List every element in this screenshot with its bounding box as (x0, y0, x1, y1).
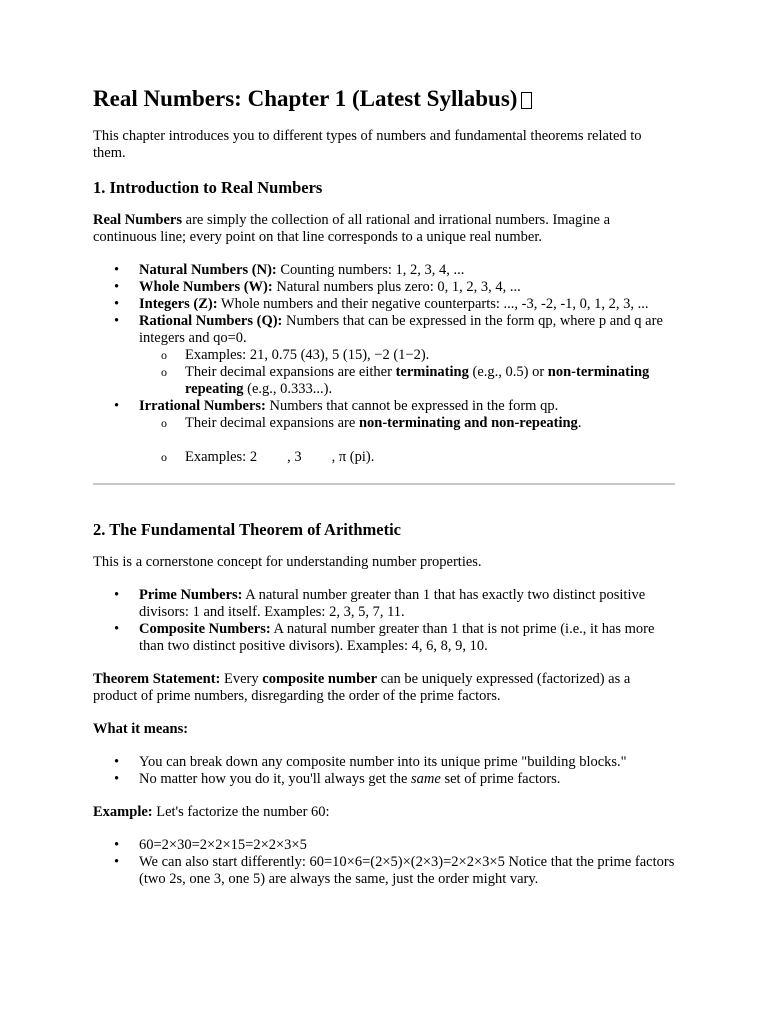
irr-ex-text-3: , π (pi). (331, 449, 375, 465)
section-2-heading: 2. The Fundamental Theorem of Arithmetic (93, 520, 401, 539)
irr-ex-text-1: Examples: 2 (185, 449, 258, 465)
list-item-integers (93, 296, 677, 313)
list-item-natural (93, 262, 677, 279)
meaning-2-text-b: set of prime factors. (440, 771, 561, 787)
list-item-irrational (93, 398, 677, 466)
rational-dec-text-2: (e.g., 0.5) or (468, 364, 548, 380)
rational-dec-text-3: (e.g., 0.333...). (243, 381, 333, 397)
term-irrational: Irrational Numbers: (139, 398, 266, 414)
rational-text: Numbers that can be expressed in the form qp, where p and q are integers and qo=0. (139, 313, 663, 346)
term-rational: Rational Numbers (Q): (139, 313, 283, 329)
emphasis-same: same (411, 771, 441, 787)
list-item-whole (93, 279, 677, 296)
term-non-terminating-repeating: non-terminating repeating (185, 364, 650, 397)
term-theorem-statement: Theorem Statement: (93, 671, 221, 687)
intro-paragraph: This chapter introduces you to different types of numbers and fundamental theorems related to them. (93, 128, 642, 161)
list-item-irrational-examples (139, 449, 677, 466)
fta-intro-paragraph: This is a cornerstone concept for understanding number properties. (93, 554, 482, 570)
list-item-example-1: • 60=2×30=2×2×15=2×2×3×5 (93, 837, 677, 854)
list-item-irrational-decimals (139, 415, 677, 432)
thm-text-2: can be uniquely expressed (factorized) as a product of prime numbers, disregarding the order of the prime factors. (93, 671, 631, 704)
list-item-meaning-1: • You can break down any composite number into its unique prime "building blocks." (93, 754, 677, 771)
prime-text: A natural number greater than 1 that has exactly two distinct positive divisors: 1 and itself. Examples: 2, 3, 5, 7, 11. (139, 587, 646, 620)
list-item-composite (93, 621, 677, 655)
term-composite: Composite Numbers: (139, 621, 271, 637)
page-title (93, 84, 677, 114)
list-item-rational-examples: o Examples: 21, 0.75 (43), 5 (15), −2 (1−2). (139, 347, 677, 364)
real-numbers-text: are simply the collection of all rational and irrational numbers. Imagine a continuous line; every point on that line corresponds to a unique real number. (93, 212, 611, 245)
term-terminating: terminating (395, 364, 469, 380)
what-it-means-text: What it means: (93, 721, 189, 737)
term-real-numbers: Real Numbers (93, 212, 183, 228)
integers-text: Whole numbers and their negative counterparts: ..., -3, -2, -1, 0, 1, 2, 3, ... (217, 296, 649, 312)
example-paragraph (93, 804, 677, 821)
missing-glyph-icon (521, 92, 532, 109)
irr-dec-text-2: . (577, 415, 582, 431)
list-item-meaning-2 (93, 771, 677, 788)
prime-composite-list (93, 587, 677, 655)
term-example: Example: (93, 804, 153, 820)
section-1-heading: 1. Introduction to Real Numbers (93, 178, 323, 197)
thm-text-1: Every (220, 671, 263, 687)
term-natural: Natural Numbers (N): (139, 262, 277, 278)
rational-sublist (139, 347, 677, 398)
rational-dec-text-1: Their decimal expansions are either (185, 364, 396, 380)
irrational-text: Numbers that cannot be expressed in the form qp. (265, 398, 559, 414)
irr-dec-text-1: Their decimal expansions are (185, 415, 359, 431)
whole-text: Natural numbers plus zero: 0, 1, 2, 3, 4, ... (272, 279, 521, 295)
term-composite-number: composite number (262, 671, 378, 687)
meaning-list (93, 754, 677, 788)
real-numbers-paragraph (93, 212, 677, 246)
list-item-rational (93, 313, 677, 398)
irrational-sublist (139, 415, 677, 466)
theorem-statement-paragraph (93, 671, 677, 705)
document-content (93, 84, 677, 904)
term-whole: Whole Numbers (W): (139, 279, 273, 295)
term-integers: Integers (Z): (139, 296, 218, 312)
irr-ex-text-2: , 3 (287, 449, 302, 465)
what-it-means-label (93, 721, 677, 738)
title-text: Real Numbers: Chapter 1 (Latest Syllabus) (93, 86, 518, 111)
example-text: Let's factorize the number 60: (152, 804, 330, 820)
list-item-rational-decimals (139, 364, 677, 398)
composite-text: A natural number greater than 1 that is not prime (i.e., it has more than two distinct positive divisors). Examples: 4, 6, 8, 9, 10. (139, 621, 655, 654)
meaning-2-text-a: No matter how you do it, you'll always get the (139, 771, 412, 787)
term-non-terminating-non-repeating: non-terminating and non-repeating (358, 415, 578, 431)
list-item-prime (93, 587, 677, 621)
example-list (93, 837, 677, 888)
section-divider (93, 483, 675, 485)
number-types-list (93, 262, 677, 466)
natural-text: Counting numbers: 1, 2, 3, 4, ... (276, 262, 465, 278)
list-item-example-2: • We can also start differently: 60=10×6=(2×5)×(2×3)=2×2×3×5 Notice that the prime factors (two 2s, one 3, one 5) are always the same, just the order might vary. (93, 854, 677, 888)
term-prime: Prime Numbers: (139, 587, 243, 603)
